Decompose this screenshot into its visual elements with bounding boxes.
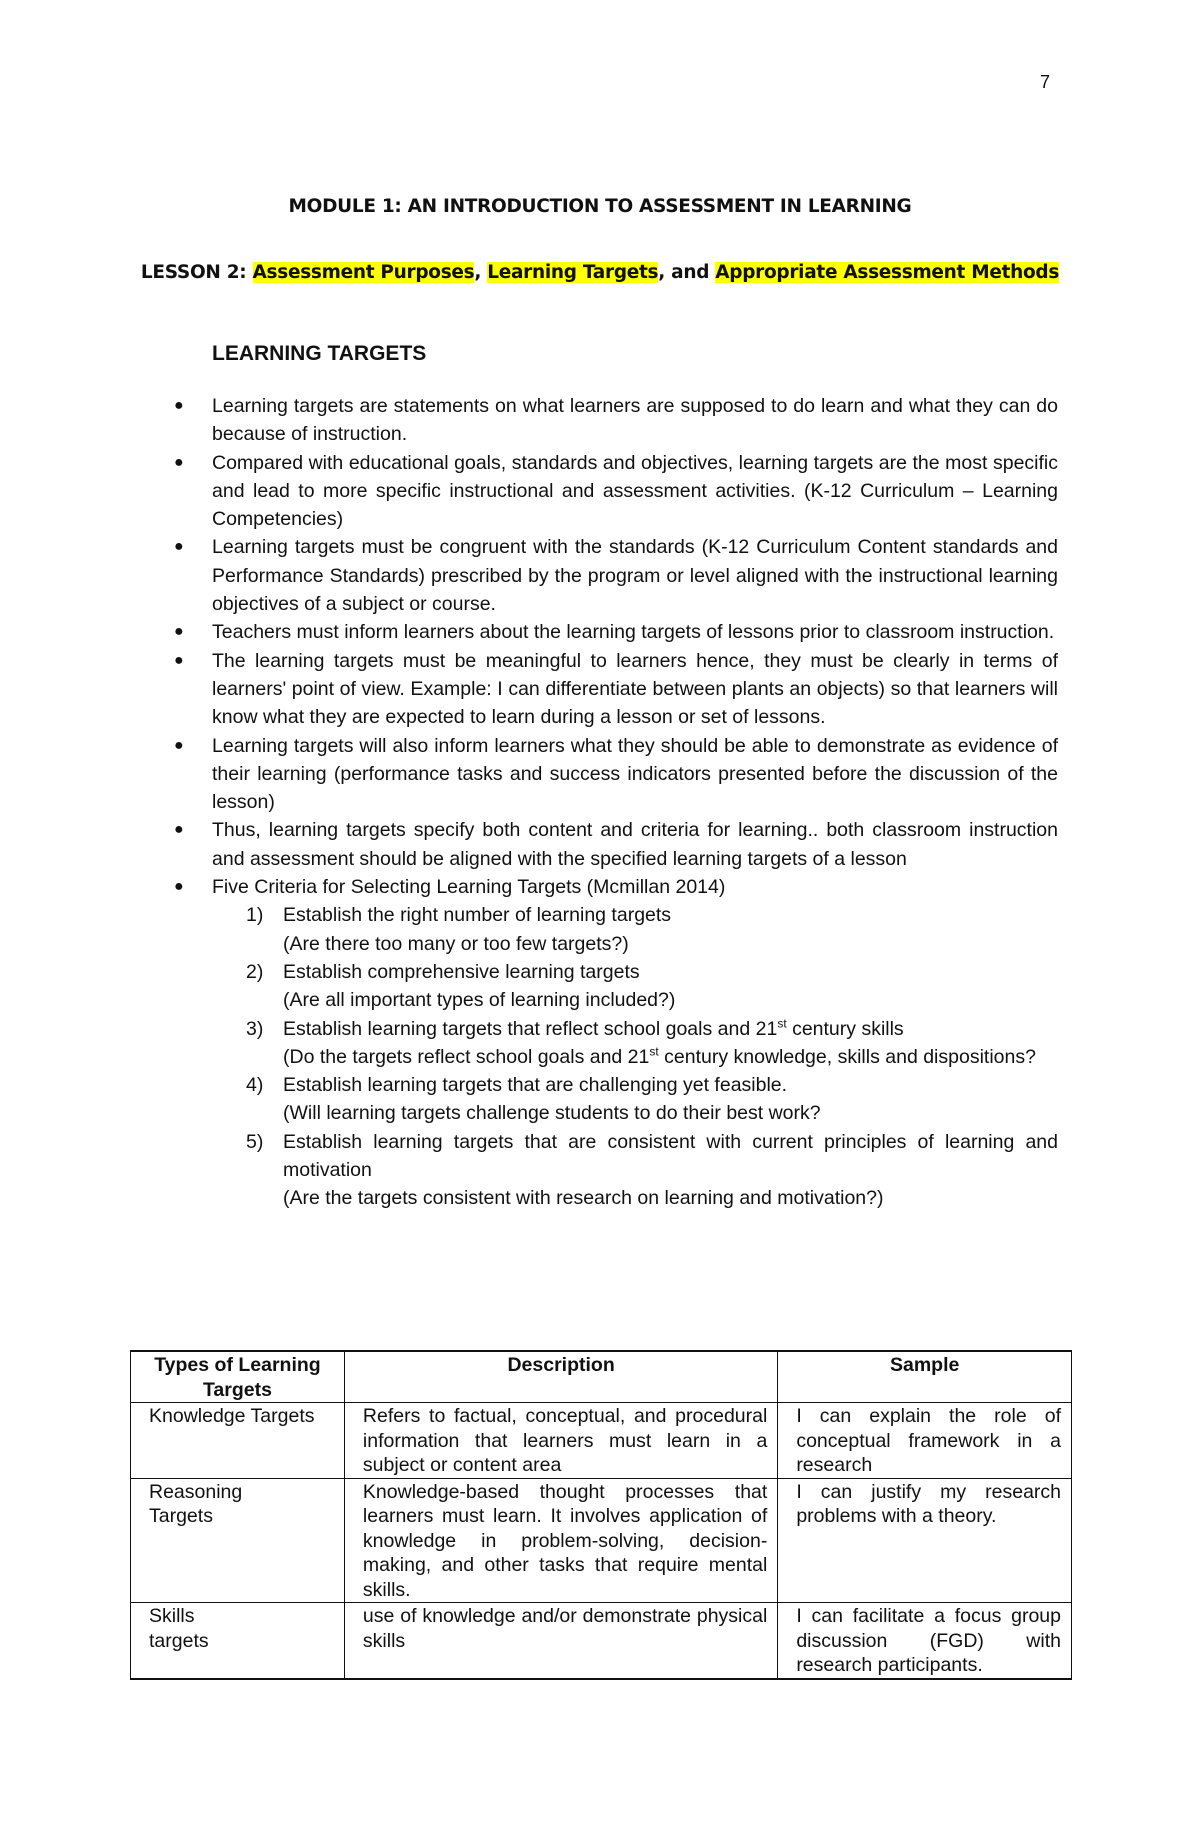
cell-type: Skills targets xyxy=(131,1603,345,1679)
table-header-row xyxy=(131,1351,1072,1403)
criteria-note: (Do the targets reflect school goals and 21st century knowledge, skills and dispositions? xyxy=(283,1044,1036,1068)
bullet-item: ● Learning targets are statements on what learners are supposed to do learn and what they can do because of instruction. xyxy=(212,392,1058,449)
criteria-note: (Are the targets consistent with research on learning and motivation?) xyxy=(283,1187,884,1210)
table-row xyxy=(131,1603,1072,1679)
table-row xyxy=(131,1403,1072,1479)
cell-sample: I can justify my research problems with a theory. xyxy=(778,1478,1072,1603)
bullet-icon: ● xyxy=(174,397,184,414)
lesson-separator: , xyxy=(474,262,488,283)
bullet-item: ● Compared with educational goals, standards and objectives, learning targets are the most specific and lead to more specific instructional and assessment activities. (K-12 Curriculum – Learning Competencies) xyxy=(212,449,1058,534)
bullet-list xyxy=(174,392,1058,1213)
cell-type: Knowledge Targets xyxy=(131,1403,345,1479)
criteria-item: 4) Establish learning targets that are challenging yet feasible. xyxy=(212,1071,1058,1099)
bullet-icon: ● xyxy=(174,821,184,839)
module-title: MODULE 1: AN INTRODUCTION TO ASSESSMENT IN LEARNING xyxy=(288,196,912,217)
bullet-item: ● Five Criteria for Selecting Learning Targets (Mcmillan 2014) xyxy=(212,873,1058,901)
cell-description: Knowledge-based thought processes that learners must learn. It involves application of knowledge in problem-solving, decision-making, and other tasks that require mental skills. xyxy=(344,1478,777,1603)
section-heading: LEARNING TARGETS xyxy=(212,342,427,365)
bullet-icon: ● xyxy=(174,736,184,754)
criteria-item: 1) Establish the right number of learning targets xyxy=(212,901,1058,929)
bullet-item: ● The learning targets must be meaningful to learners hence, they must be clearly in terms of learners' point of view. Example: I can differentiate between plants an objects) so that learners will know what they are expected to learn during a lesson or set of lessons. xyxy=(212,647,1058,732)
criteria-item: 2) Establish comprehensive learning targets xyxy=(212,958,1058,986)
criteria-number: 2) xyxy=(246,960,264,983)
criteria-note: (Are there too many or too few targets?) xyxy=(283,932,629,955)
column-header-description: Description xyxy=(344,1351,777,1403)
page-number: 7 xyxy=(1040,72,1051,92)
bullet-item: ● Learning targets will also inform learners what they should be able to demonstrate as evidence of their learning (performance tasks and success indicators presented before the discussion of the lesson) xyxy=(212,732,1058,817)
criteria-number: 1) xyxy=(246,904,264,927)
lesson-separator: , and xyxy=(658,262,716,283)
criteria-item: 5) Establish learning targets that are consistent with current principles of learning and motivation xyxy=(212,1128,1058,1185)
criteria-note: (Are all important types of learning included?) xyxy=(283,989,676,1012)
criteria-number: 3) xyxy=(246,1017,264,1040)
criteria-item: 3) Establish learning targets that reflect school goals and 21st century skills xyxy=(212,1015,1058,1043)
criteria-note: (Will learning targets challenge students to do their best work? xyxy=(283,1102,821,1125)
bullet-icon: ● xyxy=(174,538,184,556)
cell-type: Reasoning Targets xyxy=(131,1478,345,1603)
bullet-item: ● Learning targets must be congruent with the standards (K-12 Curriculum Content standards and Performance Standards) prescribed by the program or level aligned with the instructional learning objectives of a subject or course. xyxy=(212,533,1058,618)
cell-sample: I can explain the role of conceptual framework in a research xyxy=(778,1403,1072,1479)
criteria-number: 5) xyxy=(246,1130,264,1153)
cell-description: Refers to factual, conceptual, and procedural information that learners must learn in a subject or content area xyxy=(344,1403,777,1479)
bullet-icon: ● xyxy=(174,453,184,471)
lesson-prefix: LESSON 2: xyxy=(140,262,253,283)
lesson-topic-assessment-methods: Appropriate Assessment Methods xyxy=(715,262,1060,283)
bullet-item: ● Thus, learning targets specify both content and criteria for learning.. both classroom instruction and assessment should be aligned with the specified learning targets of a lesson xyxy=(212,816,1058,873)
bullet-item: ● Teachers must inform learners about the learning targets of lessons prior to classroom instruction. xyxy=(212,618,1058,646)
bullet-icon: ● xyxy=(174,878,184,896)
bullet-icon: ● xyxy=(174,623,184,641)
cell-sample: I can facilitate a focus group discussion (FGD) with research participants. xyxy=(778,1603,1072,1679)
lesson-topic-learning-targets: Learning Targets xyxy=(487,262,659,283)
bullet-icon: ● xyxy=(174,651,184,669)
learning-targets-table xyxy=(130,1350,1072,1680)
lesson-topic-assessment-purposes: Assessment Purposes xyxy=(252,262,475,283)
criteria-number: 4) xyxy=(246,1074,264,1097)
table-row xyxy=(131,1478,1072,1603)
column-header-type: Types of Learning Targets xyxy=(131,1351,345,1403)
lesson-title xyxy=(0,262,1200,283)
column-header-sample: Sample xyxy=(778,1351,1072,1403)
cell-description: use of knowledge and/or demonstrate physical skills xyxy=(344,1603,777,1679)
